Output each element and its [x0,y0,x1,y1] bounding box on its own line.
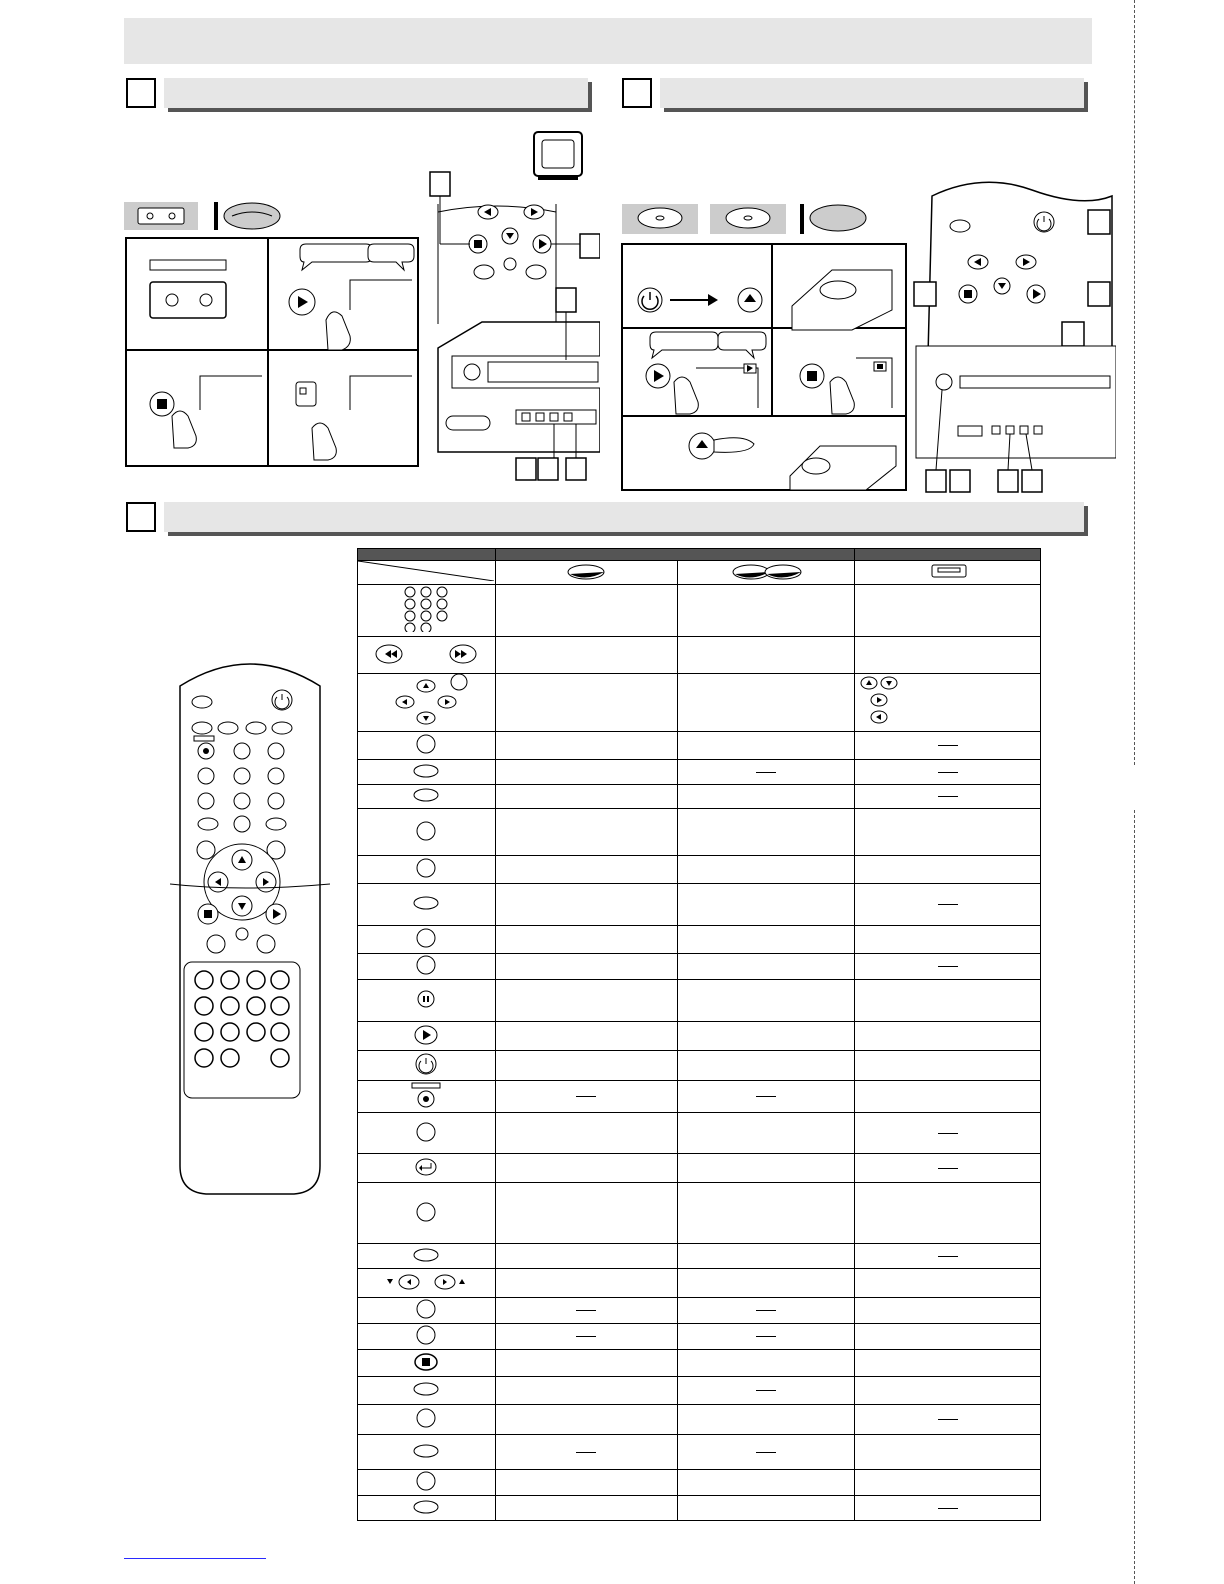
round-button-icon [358,954,496,980]
footer-rule [124,1558,266,1559]
function-cell [495,926,677,954]
function-cell [495,1496,677,1521]
function-cell [855,637,1041,674]
function-cell [855,1324,1041,1350]
function-cell [855,1183,1041,1244]
not-applicable-dash [677,1081,855,1113]
section-a-number-box [126,78,156,108]
not-applicable-dash [855,954,1041,980]
not-applicable-dash [855,785,1041,809]
vcr-step-grid [126,238,418,466]
remote-control-illustration [170,656,330,1198]
function-cell [855,585,1041,637]
vcr-unit [438,288,600,480]
not-applicable-dash [855,1113,1041,1154]
function-cell [677,732,855,760]
function-cell [677,1022,855,1051]
cursor-arrows-cell [855,674,1041,732]
round-button-icon [358,1324,496,1350]
not-applicable-dash [855,1244,1041,1269]
cut-line-top [1134,0,1135,765]
not-applicable-dash [855,1154,1041,1183]
function-cell [677,1154,855,1183]
round-button-icon [358,856,496,884]
oval-button-icon [358,1377,496,1405]
round-button-icon [358,926,496,954]
function-cell [495,1470,677,1496]
function-cell [495,884,677,926]
section-b-header-bar [660,78,1084,108]
function-cell [677,926,855,954]
table-row [358,1470,1041,1496]
oval-button-icon [358,1435,496,1470]
button-function-table [357,548,1041,1521]
cursor-buttons-icon [358,674,496,732]
table-row [358,1350,1041,1377]
round-button-icon [358,1183,496,1244]
table-header-buttons [358,549,496,561]
function-cell [677,1470,855,1496]
stop-icon [358,1350,496,1377]
function-cell [495,585,677,637]
function-cell [495,1183,677,1244]
section-c-header-bar [164,502,1084,532]
dvd-remote-hand-tag-icon [800,204,866,234]
not-applicable-dash [677,1435,855,1470]
tv-icon [534,132,582,180]
function-cell [495,809,677,856]
oval-button-icon [358,884,496,926]
function-cell [677,1496,855,1521]
not-applicable-dash [677,1298,855,1324]
function-cell [855,1022,1041,1051]
power-icon [358,1051,496,1081]
not-applicable-dash [677,1377,855,1405]
table-row [358,856,1041,884]
section-b-number-box [622,78,652,108]
not-applicable-dash [495,1081,677,1113]
function-cell [495,785,677,809]
table-row [358,809,1041,856]
table-row [358,1405,1041,1435]
function-cell [677,1051,855,1081]
cut-line-bottom [1134,810,1135,1584]
round-button-icon [358,1113,496,1154]
table-row [358,585,1041,637]
function-cell [495,1405,677,1435]
function-cell [677,637,855,674]
table-row [358,1435,1041,1470]
oval-button-icon [358,785,496,809]
function-cell [855,926,1041,954]
dvd-unit [914,182,1116,492]
function-cell [677,980,855,1022]
function-cell [677,674,855,732]
round-button-icon [358,732,496,760]
not-applicable-dash [677,760,855,785]
function-cell [677,1269,855,1298]
round-button-icon [358,1405,496,1435]
not-applicable-dash [855,1496,1041,1521]
function-cell [495,856,677,884]
rewind-ffwd-icon [358,637,496,674]
table-row [358,884,1041,926]
function-cell [495,732,677,760]
page-title-band [124,18,1092,64]
function-cell [495,637,677,674]
table-row [358,926,1041,954]
not-applicable-dash [495,1324,677,1350]
dvd-operation-illustration [616,176,1116,496]
table-header-dvd-mode [495,549,854,561]
round-button-icon [358,1470,496,1496]
play-icon [358,1022,496,1051]
function-cell [495,1244,677,1269]
dvd-disc-tag-icon [622,204,698,234]
table-header-vcr-mode [855,549,1041,561]
table-row [358,954,1041,980]
table-row [358,1183,1041,1244]
table-row [358,1269,1041,1298]
table-row [358,1298,1041,1324]
function-cell [855,1269,1041,1298]
table-header-diagonal [358,561,496,585]
round-button-icon [358,809,496,856]
function-cell [677,1113,855,1154]
table-row [358,1324,1041,1350]
table-row [358,674,1041,732]
oval-button-icon [358,1496,496,1521]
function-cell [495,1350,677,1377]
cursor-arrow-icons [855,676,1040,729]
function-cell [495,1269,677,1298]
cassette-tag-icon [124,202,198,230]
table-row [358,732,1041,760]
not-applicable-dash [855,760,1041,785]
table-row [358,1377,1041,1405]
function-cell [495,1377,677,1405]
not-applicable-dash [495,1435,677,1470]
function-cell [855,856,1041,884]
function-cell [855,1435,1041,1470]
not-applicable-dash [855,884,1041,926]
section-a-header-bar [164,78,588,108]
function-cell [855,1470,1041,1496]
vcr-cassette-header-icon [855,561,1041,585]
function-cell [677,954,855,980]
remote-hand-tag-icon [214,202,280,230]
table-row [358,1244,1041,1269]
function-cell [855,1350,1041,1377]
function-cell [855,809,1041,856]
function-cell [855,1051,1041,1081]
not-applicable-dash [495,1298,677,1324]
function-cell [677,1244,855,1269]
vcr-operation-illustration [120,120,600,490]
function-cell [495,980,677,1022]
function-cell [495,1113,677,1154]
skip-icon [358,1269,496,1298]
function-cell [677,785,855,809]
table-row [358,1051,1041,1081]
table-row [358,1113,1041,1154]
function-cell [495,760,677,785]
function-cell [855,1081,1041,1113]
function-cell [495,954,677,980]
function-cell [677,856,855,884]
section-c-number-box [126,502,156,532]
dvd-disc-header-icon [495,561,677,585]
function-cell [677,809,855,856]
oval-button-icon [358,1244,496,1269]
table-row [358,1154,1041,1183]
function-cell [677,884,855,926]
table-row [358,760,1041,785]
table-row [358,1496,1041,1521]
function-cell [495,1051,677,1081]
not-applicable-dash [677,1324,855,1350]
table-row [358,1081,1041,1113]
cd-disc-header-icon [677,561,855,585]
function-cell [677,1350,855,1377]
return-icon [358,1154,496,1183]
round-button-icon [358,1298,496,1324]
oval-button-icon [358,760,496,785]
function-cell [495,674,677,732]
function-cell [855,980,1041,1022]
function-cell [855,1377,1041,1405]
function-cell [677,1183,855,1244]
function-cell [495,1154,677,1183]
function-cell [495,1022,677,1051]
pause-icon [358,980,496,1022]
table-row [358,980,1041,1022]
not-applicable-dash [855,732,1041,760]
number-buttons-icon [358,585,496,637]
table-row [358,785,1041,809]
table-row [358,1022,1041,1051]
record-icon [358,1081,496,1113]
function-cell [855,1298,1041,1324]
table-row [358,637,1041,674]
cd-disc-tag-icon [710,204,786,234]
not-applicable-dash [855,1405,1041,1435]
function-cell [677,1405,855,1435]
function-cell [677,585,855,637]
